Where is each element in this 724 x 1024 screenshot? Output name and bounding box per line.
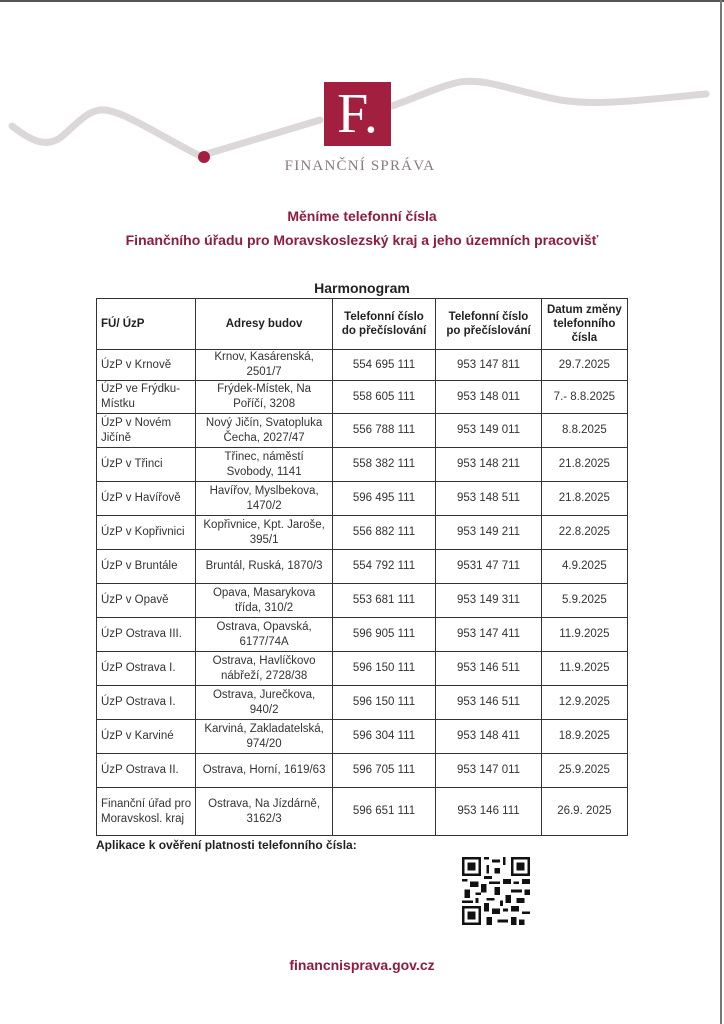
- table-caption: Harmonogram: [314, 280, 410, 296]
- old-phone-cell: 556 882 111: [332, 516, 436, 550]
- new-phone-cell: 953 148 011: [436, 381, 541, 414]
- header-new-phone: Telefonní číslo po přečíslování: [436, 299, 541, 350]
- office-cell: ÚzP v Opavě: [97, 584, 196, 618]
- new-phone-cell: 953 146 511: [436, 686, 541, 720]
- table-row: [97, 584, 628, 618]
- table-row: [97, 618, 628, 652]
- address-cell: Ostrava, Opavská, 6177/74A: [196, 618, 332, 652]
- table-header-row: [97, 299, 628, 350]
- address-cell: Ostrava, Na Jízdárně, 3162/3: [196, 788, 332, 836]
- date-cell: 21.8.2025: [541, 482, 627, 516]
- address-cell: Bruntál, Ruská, 1870/3: [196, 550, 332, 584]
- address-cell: Ostrava, Horní, 1619/63: [196, 754, 332, 788]
- qr-code-icon[interactable]: [462, 857, 530, 925]
- new-phone-cell: 953 148 511: [436, 482, 541, 516]
- address-cell: Havířov, Myslbekova, 1470/2: [196, 482, 332, 516]
- date-cell: 21.8.2025: [541, 448, 627, 482]
- old-phone-cell: 596 304 111: [332, 720, 436, 754]
- office-cell: ÚzP v Třinci: [97, 448, 196, 482]
- header-office: FÚ/ ÚzP: [97, 299, 196, 350]
- new-phone-cell: 9531 47 711: [436, 550, 541, 584]
- new-phone-cell: 953 147 011: [436, 754, 541, 788]
- date-cell: 12.9.2025: [541, 686, 627, 720]
- date-cell: 29.7.2025: [541, 350, 627, 381]
- header-date: Datum změny telefonního čísla: [541, 299, 627, 350]
- new-phone-cell: 953 148 211: [436, 448, 541, 482]
- office-cell: ÚzP Ostrava III.: [97, 618, 196, 652]
- table-row: [97, 788, 628, 836]
- office-cell: ÚzP Ostrava I.: [97, 652, 196, 686]
- office-cell: ÚzP Ostrava II.: [97, 754, 196, 788]
- old-phone-cell: 558 382 111: [332, 448, 436, 482]
- table-row: [97, 754, 628, 788]
- office-cell: ÚzP v Novém Jičíně: [97, 414, 196, 448]
- date-cell: 11.9.2025: [541, 618, 627, 652]
- date-cell: 22.8.2025: [541, 516, 627, 550]
- page-title: Měníme telefonní čísla: [287, 208, 437, 224]
- office-cell: ÚzP v Bruntále: [97, 550, 196, 584]
- logo-icon: [324, 82, 391, 146]
- old-phone-cell: 554 695 111: [332, 350, 436, 381]
- office-cell: Finanční úřad pro Moravskosl. kraj: [97, 788, 196, 836]
- website-link[interactable]: financnisprava.gov.cz: [289, 957, 435, 973]
- office-cell: ÚzP v Kopřivnici: [97, 516, 196, 550]
- date-cell: 7.- 8.8.2025: [541, 381, 627, 414]
- address-cell: Opava, Masarykova třída, 310/2: [196, 584, 332, 618]
- address-cell: Třinec, náměstí Svobody, 1141: [196, 448, 332, 482]
- new-phone-cell: 953 149 211: [436, 516, 541, 550]
- date-cell: 4.9.2025: [541, 550, 627, 584]
- address-cell: Frýdek-Místek, Na Poříčí, 3208: [196, 381, 332, 414]
- header-old-phone: Telefonní číslo do přečíslování: [332, 299, 436, 350]
- old-phone-cell: 553 681 111: [332, 584, 436, 618]
- logo-letter: F.: [337, 83, 378, 145]
- date-cell: 26.9. 2025: [541, 788, 627, 836]
- new-phone-cell: 953 149 311: [436, 584, 541, 618]
- address-cell: Nový Jičín, Svatopluka Čecha, 2027/47: [196, 414, 332, 448]
- office-cell: ÚzP Ostrava I.: [97, 686, 196, 720]
- new-phone-cell: 953 149 011: [436, 414, 541, 448]
- table-row: [97, 652, 628, 686]
- new-phone-cell: 953 148 411: [436, 720, 541, 754]
- date-cell: 11.9.2025: [541, 652, 627, 686]
- table-row: [97, 448, 628, 482]
- wave-dot-icon: [198, 151, 210, 163]
- table-row: [97, 350, 628, 381]
- address-cell: Ostrava, Havlíčkovo nábřeží, 2728/38: [196, 652, 332, 686]
- address-cell: Karviná, Zakladatelská, 974/20: [196, 720, 332, 754]
- old-phone-cell: 556 788 111: [332, 414, 436, 448]
- old-phone-cell: 596 905 111: [332, 618, 436, 652]
- new-phone-cell: 953 147 411: [436, 618, 541, 652]
- page-subtitle: Finančního úřadu pro Moravskoslezský kraj a jeho územních pracovišť: [125, 232, 599, 248]
- header-address: Adresy budov: [196, 299, 332, 350]
- address-cell: Kopřivnice, Kpt. Jaroše, 395/1: [196, 516, 332, 550]
- brand-name: FINANČNÍ SPRÁVA: [284, 158, 436, 174]
- date-cell: 18.9.2025: [541, 720, 627, 754]
- table-row: [97, 482, 628, 516]
- office-cell: ÚzP v Havířově: [97, 482, 196, 516]
- table-row: [97, 720, 628, 754]
- old-phone-cell: 596 150 111: [332, 652, 436, 686]
- table-row: [97, 381, 628, 414]
- date-cell: 5.9.2025: [541, 584, 627, 618]
- old-phone-cell: 596 651 111: [332, 788, 436, 836]
- table-row: [97, 550, 628, 584]
- table-row: [97, 414, 628, 448]
- date-cell: 8.8.2025: [541, 414, 627, 448]
- new-phone-cell: 953 146 111: [436, 788, 541, 836]
- old-phone-cell: 596 705 111: [332, 754, 436, 788]
- address-cell: Krnov, Kasárenská, 2501/7: [196, 350, 332, 381]
- new-phone-cell: 953 147 811: [436, 350, 541, 381]
- old-phone-cell: 596 150 111: [332, 686, 436, 720]
- address-cell: Ostrava, Jurečkova, 940/2: [196, 686, 332, 720]
- app-label: Aplikace k ověření platnosti telefonního čísla:: [96, 838, 357, 852]
- office-cell: ÚzP v Krnově: [97, 350, 196, 381]
- old-phone-cell: 558 605 111: [332, 381, 436, 414]
- office-cell: ÚzP v Karviné: [97, 720, 196, 754]
- old-phone-cell: 596 495 111: [332, 482, 436, 516]
- old-phone-cell: 554 792 111: [332, 550, 436, 584]
- table-row: [97, 686, 628, 720]
- schedule-table: [96, 298, 628, 836]
- table-row: [97, 516, 628, 550]
- new-phone-cell: 953 146 511: [436, 652, 541, 686]
- date-cell: 25.9.2025: [541, 754, 627, 788]
- office-cell: ÚzP ve Frýdku-Místku: [97, 381, 196, 414]
